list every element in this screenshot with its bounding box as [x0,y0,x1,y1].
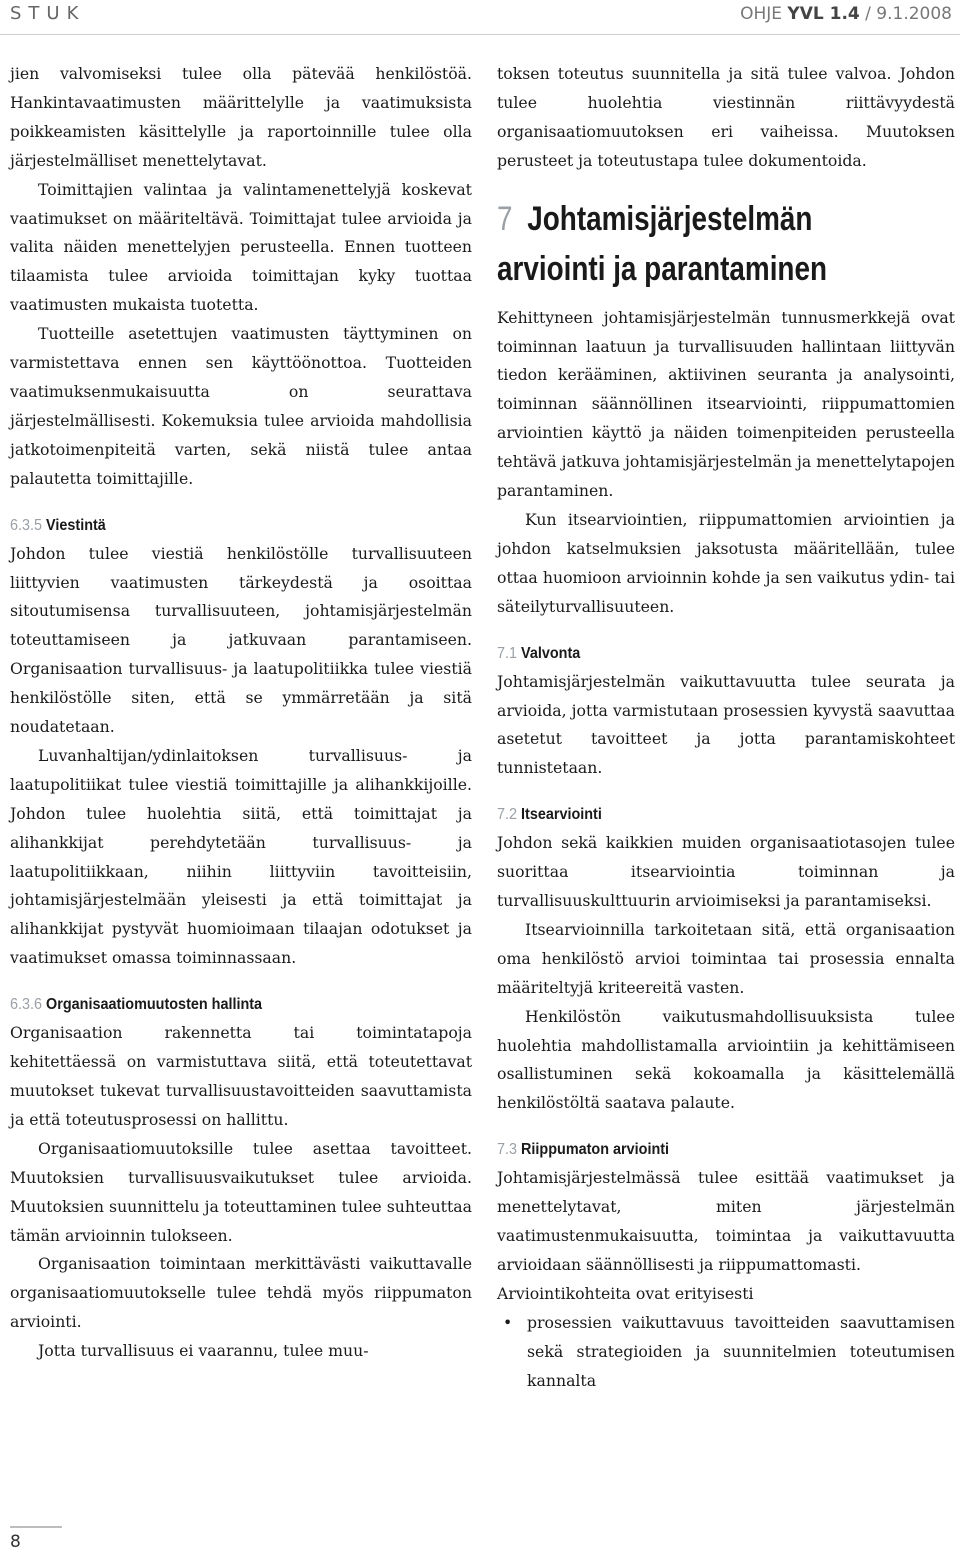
section-title: Viestintä [46,516,106,534]
section-heading-7-1 [497,640,909,668]
chapter-title-line2: arviointi ja parantaminen [497,249,828,288]
right-column [497,60,955,1396]
chapter-title-line1: Johtamisjärjestelmän [527,199,813,238]
section-heading-7-3 [497,1136,909,1164]
paragraph: toksen toteutus suunnitella ja sitä tulee valvoa. Johdon tulee huolehtia viestinnän riittävyydestä organisaatiomuutoksen eri vaiheissa. Muutoksen perusteet ja toteutustapa tulee dokumentoida. [497,64,955,170]
chapter-heading-7 [497,194,873,294]
paragraph: jien valvomiseksi tulee olla pätevää henkilöstöä. Hankintavaatimusten määrittelylle ja vaatimuksista poikkeamisten käsittelylle ja raportoinnille tulee olla järjestelmälliset menettelytavat. [10,64,472,170]
section-heading-6-3-5 [10,512,426,540]
chapter-number: 7 [497,199,513,238]
paragraph: Johdon sekä kaikkien muiden organisaatiotasojen tulee suorittaa itsearviointia toiminnan ja turvallisuuskulttuurin arvioimiseksi ja parantamiseksi. [497,833,955,911]
section-title: Valvonta [521,644,581,662]
paragraph: Kun itsearviointien, riippumattomien arviointien ja johdon katselmuksien jaksotusta määritellään, tulee ottaa huomioon arvioinnin kohde ja sen vaikutus ydin- tai säteilyturvallisuuteen. [497,509,955,616]
paragraph: Tuotteille asetettujen vaatimusten täyttyminen on varmistettava ennen sen käyttöönottoa. Tuotteiden vaatimuksenmukaisuutta on seurattava järjestelmällisesti. Kokemuksia tulee arvioida mahdollisia jatkotoimenpiteitä varten, sekä niistä tulee antaa palautetta toimittajille. [10,324,472,488]
bullet-icon: • [503,1312,513,1332]
paragraph: Jotta turvallisuus ei vaarannu, tulee muu- [38,1341,369,1361]
paragraph: Johtamisjärjestelmän vaikuttavuutta tulee seurata ja arvioida, jotta varmistutaan prosessien kyvystä saavuttaa asetetut tavoitteet ja jotta parantamiskohteet tunnistetaan. [497,671,955,778]
bullet-list [497,1309,955,1396]
publisher-logo-text: STUK [10,3,86,24]
page-number: 8 [10,1532,21,1552]
paragraph: Johdon tulee viestiä henkilöstölle turvallisuuteen liittyvien vaatimusten tärkeydestä ja osoittaa sitoutumisensa turvallisuuteen, johtamisjärjestelmän toteuttamiseen ja jatkuvaan parantamiseen. Organisaation turvallisuus- ja laatupolitiikka tulee viestiä henkilöstölle siten, että se ymmärretään ja sitä noudatetaan. [10,543,472,737]
section-number: 7.2 [497,806,518,824]
paragraph: Henkilöstön vaikutusmahdollisuuksista tulee huolehtia mahdollistamalla arviointiin ja kehittämiseen osallistuminen sekä kokoamalla ja käsittelemällä henkilöstöltä saatava palaute. [497,1006,955,1113]
paragraph: Johtamisjärjestelmässä tulee esittää vaatimukset ja menettelytavat, miten järjestelmän vaatimustenmukaisuutta, toimintaa ja vaikuttavuutta arvioidaan säännöllisesti ja riippumattomasti. [497,1168,955,1274]
section-heading-7-2 [497,801,909,829]
paragraph: Organisaatiomuutoksille tulee asettaa tavoitteet. Muutoksien turvallisuusvaikutukset tulee arvioida. Muutoksien suunnittelu ja toteuttaminen tulee suhteuttaa tämän arvioinnin tulokseen. [10,1138,472,1245]
paragraph: Itsearvioinnilla tarkoitetaan sitä, että organisaation oma henkilöstö arvioi toimintaa tai prosessia ennalta määriteltyjä kriteereitä vasten. [497,919,955,997]
paragraph: Toimittajien valintaa ja valintamenettelyjä koskevat vaatimukset on määriteltävä. Toimittajat tulee arvioida ja valita näiden menettelyjen perusteella. Ennen tuotteen tilaamista tulee arvioida toimittajan kyky tuottaa vaatimusten mukaista tuotetta. [10,179,472,315]
section-title: Riippumaton arviointi [521,1141,670,1159]
running-header [0,0,960,35]
list-item-text: prosessien vaikuttavuus tavoitteiden saavuttamisen sekä strategioiden ja suunnitelmien toteutumisen kannalta [527,1312,955,1390]
section-title: Itsearviointi [521,806,602,824]
paragraph: Kehittyneen johtamisjärjestelmän tunnusmerkkejä ovat toiminnan laatuun ja turvallisuuden hallintaan liittyvän tiedon kerääminen, aktiivinen seuranta ja analysointi, toiminnan säännöllinen itsearviointi, riippumattomien arviointien käyttö ja näiden toimenpiteiden perusteella tehtävä jatkuva johtamisjärjestelmän ja menettelytapojen parantaminen. [497,307,955,501]
doc-date: / 9.1.2008 [859,4,952,24]
paragraph: Organisaation toimintaan merkittävästi vaikuttavalle organisaatiomuutokselle tulee tehdä myös riippumaton arviointi. [10,1254,472,1332]
section-number: 6.3.6 [10,996,43,1014]
page-number-rule [10,1526,62,1528]
left-column [10,60,472,1366]
paragraph: Luvanhaltijan/ydinlaitoksen turvallisuus- ja laatupolitiikat tulee viestiä toimittajille ja alihankkijoille. Johdon tulee huolehtia siitä, että toimittajat ja alihankkijat perehdytetään turvallisuus- ja laatupolitiikkaan, niihin liittyviin tavoitteisiin, johtamisjärjestelmään yleisesti ja että toimittajat ja alihankkijat pystyvät huomioimaan tilaajan odotukset ja vaatimukset omassa toiminnassaan. [10,745,472,968]
section-number: 7.3 [497,1141,518,1159]
document-id [740,4,952,24]
section-heading-6-3-6 [10,991,426,1019]
doc-code: YVL 1.4 [787,4,860,24]
section-number: 6.3.5 [10,516,43,534]
paragraph: Organisaation rakennetta tai toimintatapoja kehitettäessä on varmistuttava siitä, että toteutettavat muutokset tukevat turvallisuustavoitteiden saavuttamista ja että toteutusprosessi on hallittu. [10,1023,472,1129]
list-item [497,1309,955,1396]
section-number: 7.1 [497,644,518,662]
doc-prefix: OHJE [740,4,788,24]
section-title: Organisaatiomuutosten hallinta [46,996,263,1014]
paragraph: Arviointikohteita ovat erityisesti [497,1283,754,1303]
